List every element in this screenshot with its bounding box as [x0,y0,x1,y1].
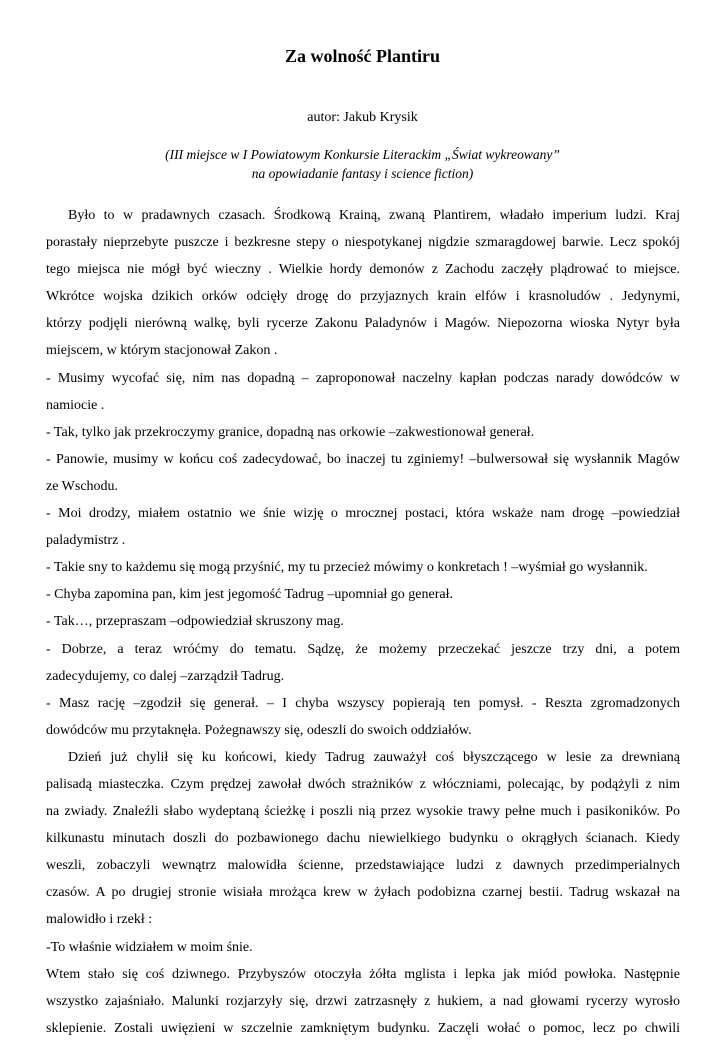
subtitle [0,145,725,183]
text-line: weszli, zobaczyli wewnątrz malowidła ścienne, przedstawiające ludzi z dawnych przedimperialnych [46,858,680,874]
text-line: - Takie sny to każdemu się mogą przyśnić, my tu przecież mówimy o konkretach ! –wyśmiał go wysłannik. [46,560,648,576]
text-line: miejscem, w którym stacjonował Zakon . [46,343,278,359]
text-line: namiocie . [46,397,105,413]
text-line: - Panowie, musimy w końcu coś zadecydować, bo inaczej tu zginiemy! –bulwersował się wysłannik Magów [46,451,680,467]
subtitle-line: na opowiadanie fantasy i science fiction) [251,166,474,181]
text-line: ze Wschodu. [46,478,119,494]
story-body [46,202,680,1042]
text-line: - Moi drodzy, miałem ostatnio we śnie wizję o mrocznej postaci, która wskaże nam drogę –powiedział [46,506,680,522]
text-line: malowidło i rzekł : [46,912,153,928]
text-line: Wtem stało się coś dziwnego. Przybyszów otoczyła żółta mglista i lepka jak miód powłoka. Następnie [46,966,680,982]
text-line: zadecydujemy, co dalej –zarządził Tadrug. [46,668,285,684]
text-line: którzy podjęli nierówną walkę, byli rycerze Zakonu Paladynów i Magów. Niepozorna wioska Nytyr była [46,316,680,332]
text-line: - Dobrze, a teraz wróćmy do tematu. Sądzę, że możemy przeczekać jeszcze trzy dni, a potem [46,641,680,657]
text-line: dowódców mu przytaknęła. Pożegnawszy się, odeszli do swoich oddziałów. [46,722,472,738]
text-line: tego miejsca nie mógł być wieczny . Wielkie hordy demonów z Zachodu zaczęły plądrować to miejsce. [46,262,680,278]
text-line: porastały nieprzebyte puszcze i bezkresne stepy o niespotykanej nigdzie szmaragdowej barwie. Lecz spokój [46,235,680,251]
text-line: Dzień już chylił się ku końcowi, kiedy Tadrug zauważył coś błyszczącego w lesie za drewnianą [68,749,680,765]
text-line: kilkunastu minutach doszli do pozbawionego dachu niewielkiego budynku o okrągłych ścianach. Kiedy [46,831,680,847]
text-line: palisadą miasteczka. Czym prędzej zawołał dwóch strażników z włóczniami, polecając, by podążyli z nim [46,776,680,792]
text-line: Wkrótce wojska dzikich orków odcięły drogę do przyjaznych krain elfów i krasnoludów . Jedynymi, [46,289,680,305]
text-line: czasów. A po drugiej stronie wisiała mrożąca krew w żyłach podobizna czarnej bestii. Tadrug wskazał na [46,885,680,901]
text-line: sklepienie. Zostali uwięzieni w szczelnie zamkniętym budynku. Zaczęli wołać o pomoc, lecz po chwili [46,1020,680,1036]
text-line: - Tak…, przepraszam –odpowiedział skruszony mag. [46,614,344,630]
text-line: - Musimy wycofać się, nim nas dopadną – zaproponował naczelny kapłan podczas narady dowódców w [46,370,680,386]
text-line: - Chyba zapomina pan, kim jest jegomość Tadrug –upomniał go generał. [46,587,453,603]
document-title: Za wolność Plantiru [284,46,440,66]
text-line: paladymistrz . [46,533,126,549]
subtitle-line: (III miejsce w I Powiatowym Konkursie Literackim „Świat wykreowany” [165,147,560,162]
text-line: Było to w pradawnych czasach. Środkową Krainą, zwaną Plantirem, władało imperium ludzi. Kraj [68,208,680,223]
text-line: wszystko zajaśniało. Malunki rozjarzyły się, drzwi zatrzasnęły z hukiem, a nad głowami rycerzy wyrosło [46,993,680,1009]
author-line: autor: Jakub Krysik [307,110,418,125]
text-line: -To właśnie widziałem w moim śnie. [46,939,253,955]
text-line: - Masz rację –zgodził się generał. – I chyba wszyscy popierają ten pomysł. - Reszta zgromadzonych [46,695,680,711]
text-line: na zwiady. Znaleźli słabo wydeptaną ścieżkę i poszli nią przez wysokie trawy pełne much i pasikoników. Po [46,804,680,820]
text-line: - Tak, tylko jak przekroczymy granice, dopadną nas orkowie –zakwestionował generał. [46,424,535,440]
